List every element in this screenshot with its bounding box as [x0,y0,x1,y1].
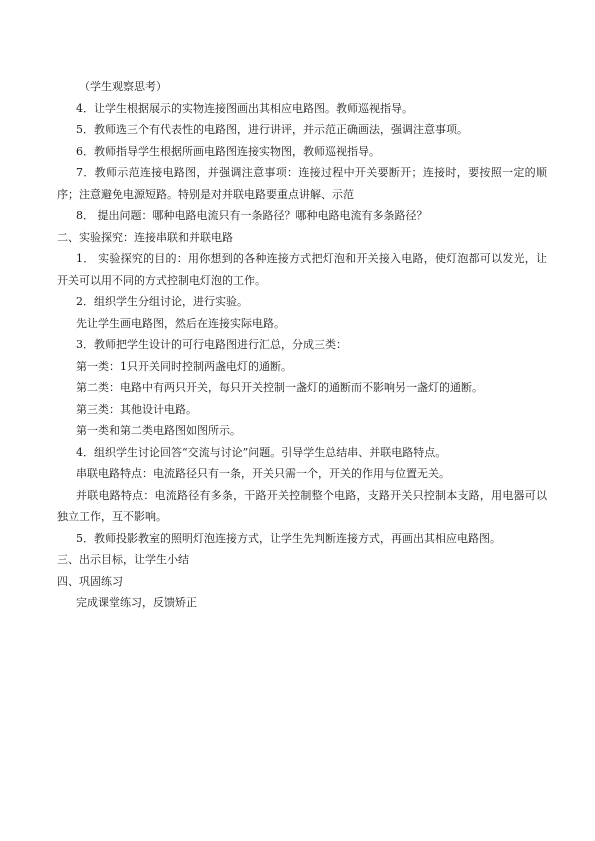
text-line-group-discussion: 2．组织学生分组讨论，进行实验。 [76,295,248,308]
text-line-step-4-discussion: 4．组织学生讨论回答“交流与讨论”问题。引导学生总结串、并联电路特点。 [76,445,447,459]
text-paragraph-experiment-goal: 1． 实验探究的目的：用你想到的各种连接方式把灯泡和开关接入电路，使灯泡都可以发光，让开关可以用不同的方式控制电灯泡的工作。 [57,252,547,287]
text-paragraph-step-7: 7．教师示范连接电路图，并强调注意事项：连接过程中开关要断开；连接时，要按照一定的顺序；注意避免电源短路。特别是对并联电路要重点讲解、示范 [57,166,547,201]
text-line-type-1: 第一类：1只开关同时控制两盏电灯的通断。 [76,359,292,373]
text-line-step-8: 8． 提出问题：哪种电路电流只有一条路径？哪种电路电流有多条路径？ [76,209,428,222]
text-line-exercise: 完成课堂练习，反馈矫正 [76,596,197,609]
text-line-figure-note: 第一类和第二类电路图如图所示。 [76,424,241,437]
text-line-series-features: 串联电路特点：电流路径只有一条，开关只需一个，开关的作用与位置无关。 [76,467,450,480]
text-line-type-2: 第二类：电路中有两只开关，每只开关控制一盏灯的通断而不影响另一盏灯的通断。 [76,381,483,394]
section-heading-4: 四、巩固练习 [57,574,123,588]
document-body [57,76,547,614]
text-line-step-5-projection: 5．教师投影教室的照明灯泡连接方式，让学生先判断连接方式，再画出其相应电路图。 [76,531,501,545]
section-heading-2: 二、实验探究：连接串联和并联电路 [57,230,233,244]
text-line-step-5: 5．教师选三个有代表性的电路图，进行讲评，并示范正确画法，强调注意事项。 [76,123,468,136]
text-paragraph-parallel-features: 并联电路特点：电流路径有多条，干路开关控制整个电路，支路开关只控制本支路，用电器可以独立工作，互不影响。 [57,488,547,523]
text-line-draw-first: 先让学生画电路图，然后在连接实际电路。 [76,316,285,330]
text-line-type-3: 第三类：其他设计电路。 [76,402,197,416]
section-heading-3: 三、出示目标，让学生小结 [57,553,189,566]
text-line-step-4: 4．让学生根据展示的实物连接图画出其相应电路图。教师巡视指导。 [76,101,413,115]
text-line-summary-3-types: 3．教师把学生设计的可行电路图进行汇总，分成三类： [76,338,347,351]
text-line-step-6: 6．教师指导学生根据所画电路图连接实物图，教师巡视指导。 [76,144,380,158]
text-line-observe: （学生观察思考） [79,80,167,93]
